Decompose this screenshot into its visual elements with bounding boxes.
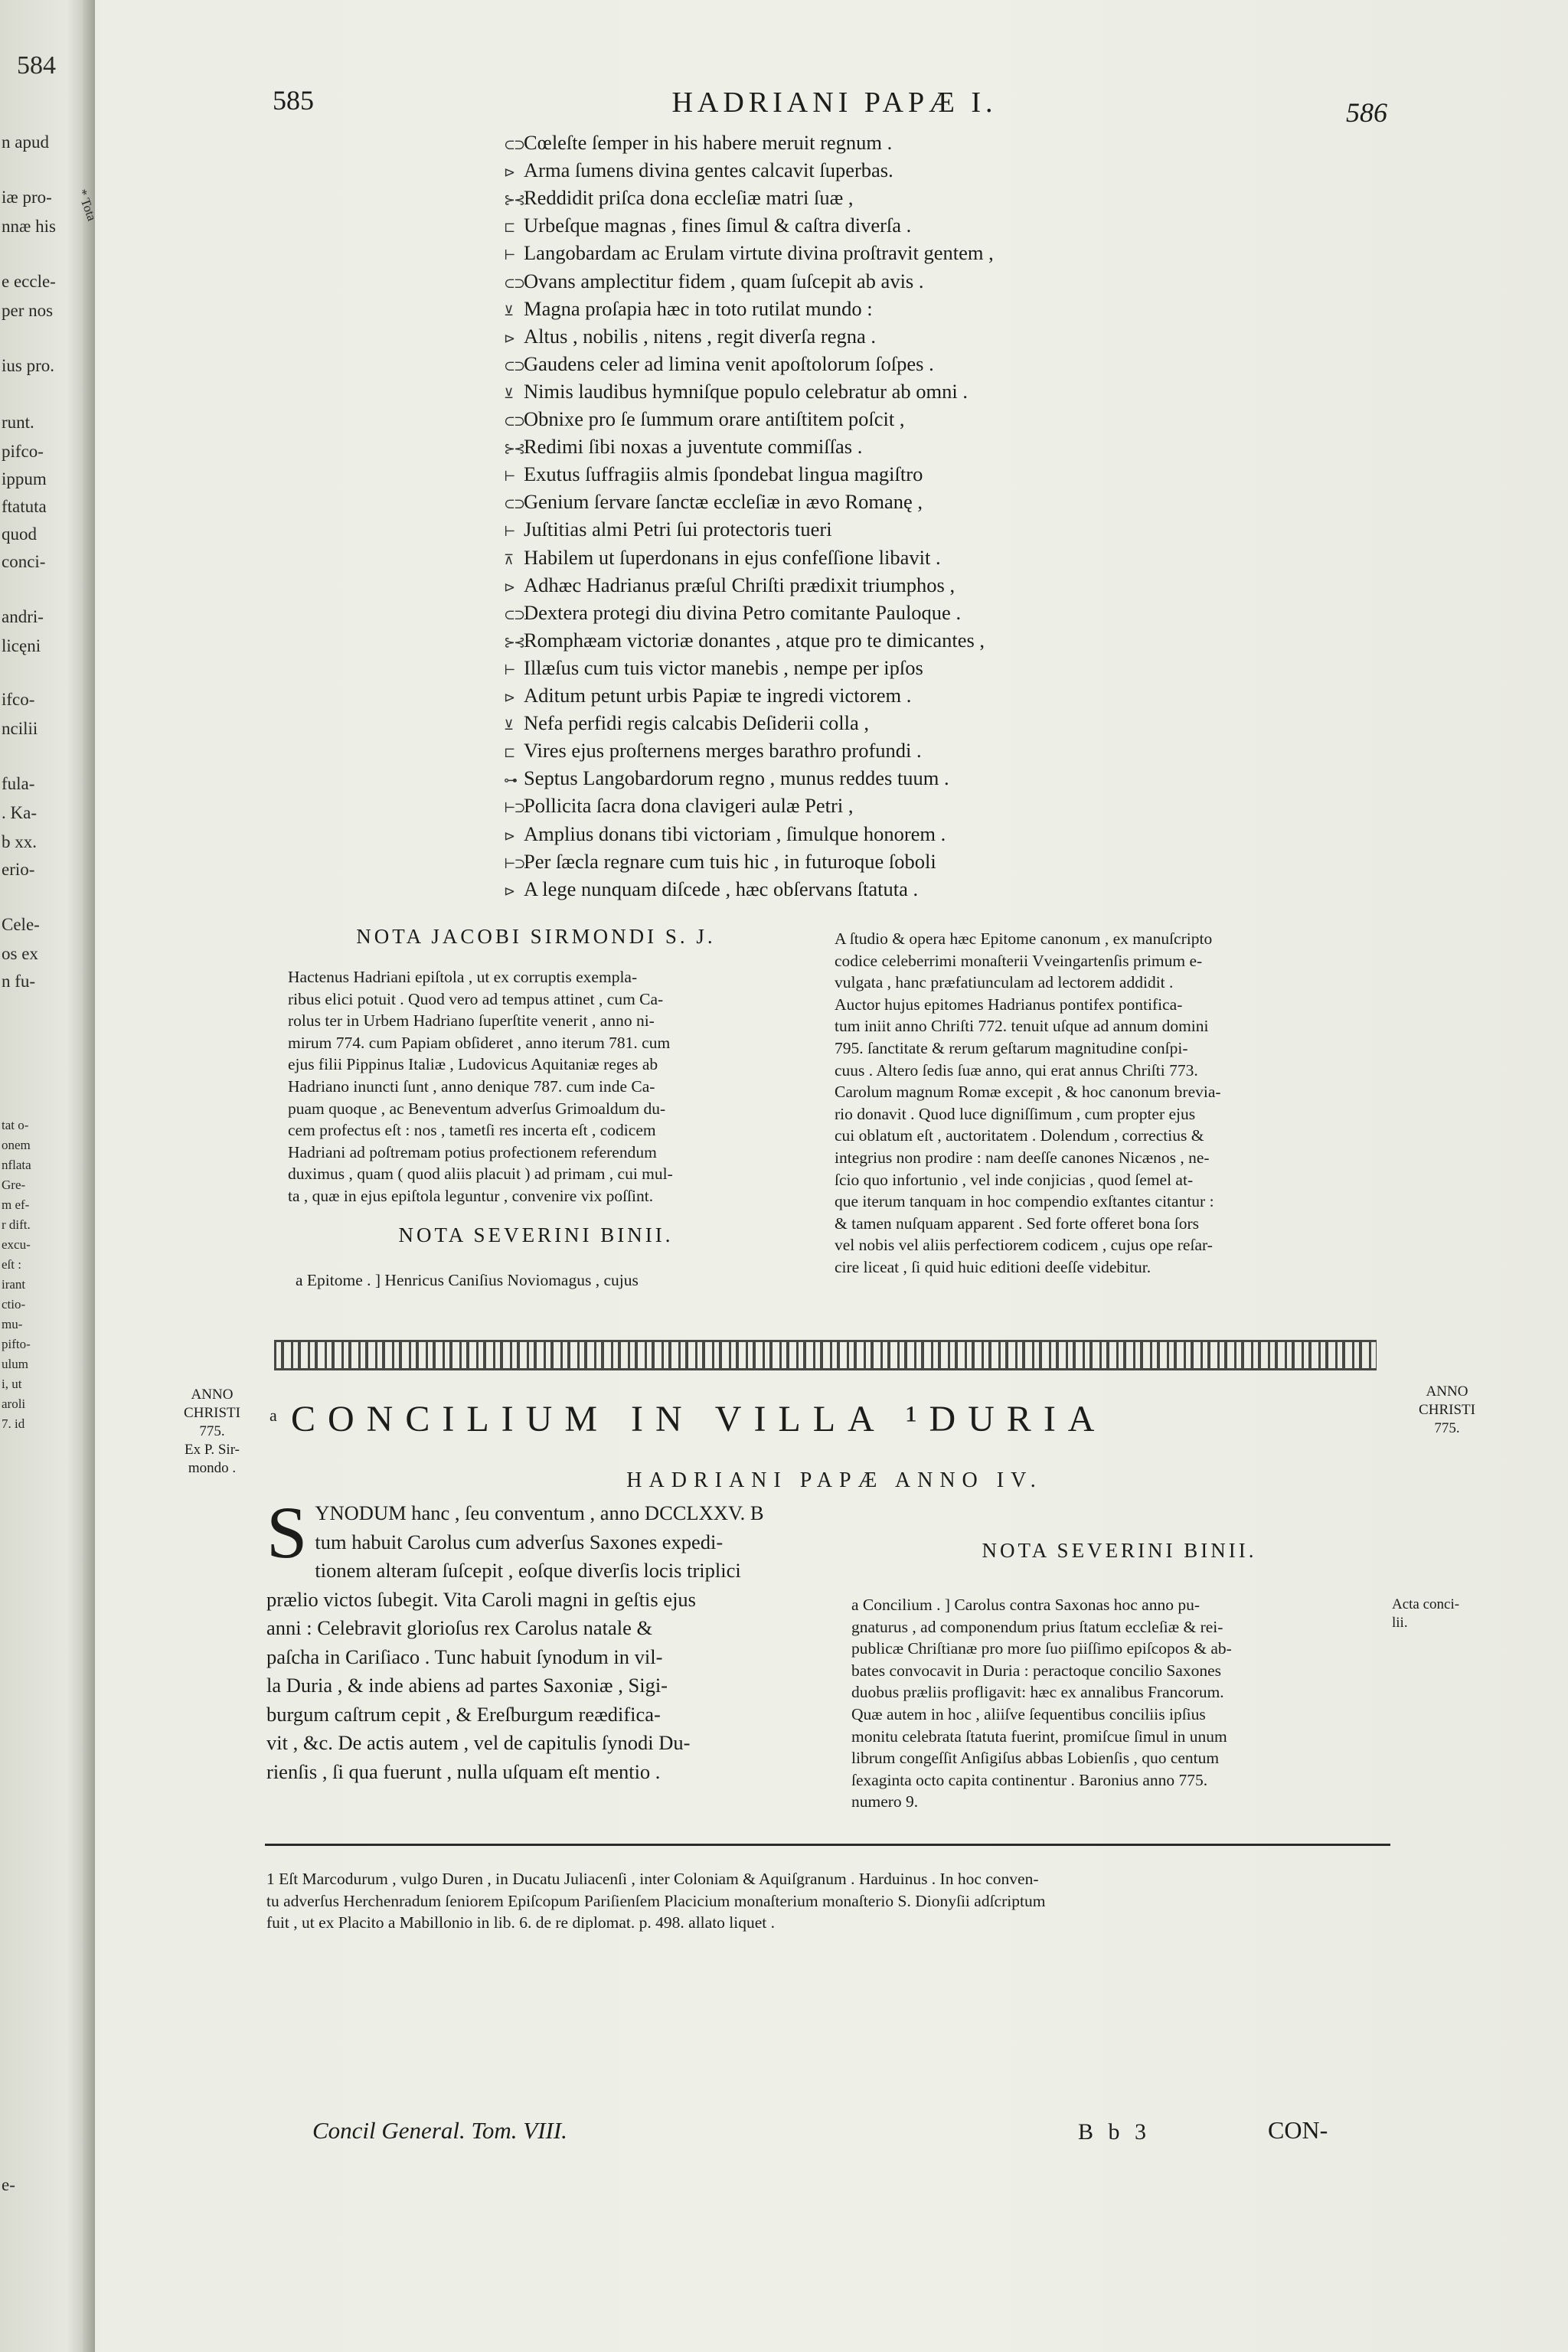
text-line: librum congeſſit Anſigiſus abbas Lobienſis , quo centum [851, 1749, 1220, 1768]
left-page-fragment: m ef- [2, 1197, 30, 1212]
acrostic-line [504, 681, 911, 711]
text-line: numero 9. [851, 1792, 919, 1811]
acrostic-text: Illæſus cum tuis victor manebis , nempe per ipſos [524, 655, 923, 679]
acrostic-symbol: ⊳ [504, 165, 514, 181]
acrostic-symbol: ⊻ [504, 717, 513, 733]
acrostic-line [504, 820, 946, 850]
left-page-fragment: Gre- [2, 1178, 26, 1192]
text-line: & tamen nuſquam apparent . Sed forte offeret bona ſors [835, 1214, 1200, 1233]
acrostic-symbol: ⊳ [504, 828, 514, 844]
left-page-fragment: ctio- [2, 1297, 26, 1312]
left-page-fragment: ulum [2, 1357, 28, 1371]
acrostic-text: Aditum petunt urbis Papiæ te ingredi victorem . [524, 684, 912, 707]
text-line: prælio victos ſubegit. Vita Caroli magni in geſtis ejus [266, 1587, 696, 1611]
left-page-fragment: nnæ his [2, 217, 56, 236]
acrostic-line [504, 515, 832, 545]
acrostic-line [504, 875, 918, 905]
text-line: tum iniit anno Chriſti 772. tenuit uſque ad annum domini [835, 1017, 1209, 1036]
left-page-fragment: tat o- [2, 1118, 29, 1132]
footnote [266, 1868, 1377, 1934]
left-page-fragment: n fu- [2, 972, 36, 991]
nota-binii-2-heading: NOTA SEVERINI BINII. [982, 1539, 1257, 1562]
text-line: monitu celebrata ſtatuta fuerint, promiſcue ſimul in unum [851, 1726, 1227, 1746]
text-line: fuit , ut ex Placito a Mabillonio in lib. 6. de re diplomat. p. 498. allato liquet . [266, 1913, 776, 1932]
acrostic-line [504, 792, 853, 822]
text-line: gnaturus , ad componendum prius ſtatum eccleſiæ & rei- [851, 1617, 1223, 1636]
acrostic-symbol: ⊂⊃ [504, 358, 524, 374]
acrostic-line [504, 433, 862, 462]
acrostic-line [504, 322, 876, 352]
acrostic-symbol: ⊢ [504, 469, 514, 485]
anno-line: CHRISTI [1419, 1402, 1475, 1418]
acrostic-symbol: ⊢ [504, 662, 514, 678]
acrostic-text: Vires ejus proſternens merges barathro profundi . [524, 739, 922, 763]
left-page-fragment: per nos [2, 301, 54, 320]
acrostic-text: A lege nunquam diſcede , hæc obſervans ſtatuta . [524, 877, 919, 900]
left-page-fragment: . Ka- [2, 803, 37, 822]
left-page-fragment: iæ pro- [2, 188, 52, 207]
text-line: rienſis , ſi qua fuerunt , nulla uſquam eſt mentio . [266, 1759, 661, 1783]
acrostic-text: Gaudens celer ad limina venit apoſtolorum ſoſpes . [524, 351, 934, 375]
acrostic-symbol: ⊳ [504, 579, 514, 595]
acrostic-symbol: ⊻ [504, 385, 513, 401]
text-line: burgum caſtrum cepit , & Ereſburgum reædifica- [266, 1702, 661, 1726]
left-page-fragment: runt. [2, 413, 34, 432]
acrostic-symbol: ⊳ [504, 330, 514, 346]
left-page-fragment: ippum [2, 469, 47, 488]
left-page-fragment: fula- [2, 774, 35, 793]
anno-line: 775. [1434, 1420, 1460, 1436]
text-line: rolus ter in Urbem Hadriano ſuperſtite venerit , anno ni- [288, 1011, 655, 1031]
left-page-fragment: 7. id [2, 1416, 25, 1431]
text-line: ta , quæ in ejus epiſtola leguntur , convenire vix poſſint. [288, 1186, 654, 1205]
text-line: A ſtudio & opera hæc Epitome canonum , ex manuſcripto [835, 929, 1213, 948]
acrostic-text: Habilem ut ſuperdonans in ejus confeſſione libavit . [524, 545, 941, 569]
acrostic-text: Magna proſapia hæc in toto rutilat mundo : [524, 296, 873, 320]
text-line: Hadriano inuncti ſunt , anno denique 787. cum inde Ca- [288, 1076, 655, 1096]
section-subtitle: HADRIANI PAPÆ ANNO IV. [626, 1468, 1043, 1492]
text-line: a Concilium . ] Carolus contra Saxonas hoc anno pu- [851, 1596, 1200, 1614]
text-line: YNODUM hanc , ſeu conventum , anno DCCLXXV. B [315, 1501, 764, 1524]
acrostic-symbol: ⊳ [504, 690, 514, 705]
acrostic-text: Amplius donans tibi victoriam , ſimulque honorem . [524, 822, 946, 845]
anno-christi-left [162, 1386, 262, 1478]
acrostic-symbol: ⊢ [504, 247, 514, 263]
acrostic-line [504, 129, 892, 158]
left-page-fragment: excu- [2, 1237, 31, 1252]
text-line: paſcha in Cariſiaco . Tunc habuit ſynodum in vil- [266, 1645, 663, 1668]
volume-line: Concil General. Tom. VIII. [312, 2117, 567, 2144]
anno-christi-right [1401, 1383, 1493, 1438]
left-page-fragment: eſt : [2, 1257, 21, 1272]
acrostic-symbol: ⊂⊃ [504, 275, 524, 291]
acrostic-text: Septus Langobardorum regno , munus reddes tuum . [524, 766, 949, 790]
acrostic-text: Reddidit priſca dona eccleſiæ matri ſuæ , [524, 186, 854, 210]
left-page-fragment: onem [2, 1138, 31, 1152]
folio-right: 586 [1346, 97, 1387, 128]
text-line: vel nobis vel aliis perfectiorem codicem , cujus ope reſar- [835, 1236, 1213, 1255]
left-page-fragment: r dift. [2, 1217, 31, 1232]
text-line: ſexaginta octo capita continentur . Baronius anno 775. [851, 1770, 1208, 1789]
left-page-fragment: pifco- [2, 442, 44, 461]
acrostic-symbol: ⊂⊃ [504, 606, 524, 622]
text-line: Auctor hujus epitomes Hadrianus pontifex pontifica- [835, 995, 1183, 1014]
acrostic-line [504, 239, 994, 269]
acrostic-symbol: ⊂⊃ [504, 496, 524, 512]
left-page-folio: 584 [17, 51, 56, 80]
acrostic-text: Exutus ſuffragiis almis ſpondebat lingua magiſtro [524, 462, 923, 486]
text-line: ſcio quo infortunio , vel inde conjicias , quod ſemel at- [835, 1170, 1194, 1189]
left-page-fragment: pifto- [2, 1337, 31, 1351]
text-line: 795. ſanctitate & rerum geſtarum magnitudine conſpi- [835, 1038, 1188, 1057]
acrostic-line [504, 764, 949, 794]
text-line: vit , &c. De actis autem , vel de capitulis ſynodi Du- [266, 1731, 691, 1754]
text-line: Hactenus Hadriani epiſtola , ut ex corruptis exempla- [288, 968, 638, 986]
acrostic-text: Per ſæcla regnare cum tuis hic , in futuroque ſoboli [524, 849, 936, 873]
text-line: cem profectus eſt : nos , tametſi res incerta eſt , codicem [288, 1121, 656, 1140]
text-line: codice celeberrimi monaſterii Vveingartenſis primum e- [835, 951, 1203, 970]
acrostic-text: Cœleſte ſemper in his habere meruit regnum . [524, 131, 893, 154]
text-line: cuus . Altero ſedis ſuæ anno, qui erat annus Chriſti 773. [835, 1060, 1198, 1080]
text-line: cui oblatum eſt , auctoritatem . Dolendum , correctius & [835, 1126, 1204, 1145]
text-line: ejus filii Pippinus Italiæ , Ludovicus Aquitaniæ reges ab [288, 1055, 658, 1074]
acrostic-line [504, 184, 854, 214]
acrostic-line [504, 709, 869, 739]
acrostic-line [504, 599, 961, 629]
left-page-fragment: e- [2, 2175, 15, 2194]
anno-line: 775. [199, 1423, 225, 1439]
acrostic-symbol: ⊶ [504, 773, 516, 789]
facing-page-edge [0, 0, 100, 2352]
left-page-fragment: nflata [2, 1158, 31, 1172]
acrostic-text: Genium ſervare ſanctæ eccleſiæ in ævo Romanę , [524, 490, 923, 514]
acrostic-text: Romphæam victoriæ donantes , atque pro te dimicantes , [524, 628, 985, 652]
anno-line: ANNO [1426, 1383, 1468, 1400]
text-line: 1 Eſt Marcodurum , vulgo Duren , in Ducatu Juliacenſi , inter Coloniam & Aquiſgranum . Harduinus . In hoc conven- [266, 1870, 1039, 1888]
acrostic-text: Ovans amplectitur fidem , quam ſuſcepit ab avis . [524, 269, 924, 292]
text-line: Hadriani ad poſtremam potius profectionem referendum [288, 1142, 657, 1161]
acrostic-text: Dextera protegi diu divina Petro comitante Pauloque . [524, 600, 962, 624]
acrostic-line [504, 211, 911, 241]
book-gutter [83, 0, 95, 2352]
acrostic-symbol: ⊱⊰ [504, 634, 524, 650]
left-page-fragment: andri- [2, 607, 44, 626]
acrostic-line [504, 350, 934, 380]
margin-note-acta: Acta conci- lii. [1392, 1596, 1460, 1631]
text-line: tu adverſus Herchenradum ſeniorem Epiſcopum Pariſienſem Placicium monaſterium monaſterio S. Dionyſii adſcriptum [266, 1891, 1046, 1910]
left-page-fragment: aroli [2, 1396, 26, 1411]
text-line: duobus præliis profligavit: hæc ex annalibus Francorum. [851, 1683, 1224, 1702]
acrostic-symbol: ⊳ [504, 883, 514, 899]
acrostic-text: Altus , nobilis , nitens , regit diverſa regna . [524, 324, 876, 348]
left-page-fragment: ftatuta [2, 497, 47, 516]
left-page-fragment: b xx. [2, 832, 37, 851]
drop-capital: S [266, 1491, 308, 1573]
acrostic-line [504, 848, 936, 877]
left-page-fragment: * Tota [74, 187, 100, 224]
catchword: CON- [1268, 2116, 1328, 2144]
text-line: mirum 774. cum Papiam obſideret , anno iterum 781. cum [288, 1033, 671, 1052]
note-ref-a: a [270, 1406, 277, 1425]
acrostic-symbol: ⊱⊰ [504, 441, 524, 457]
acrostic-symbol: ⊏ [504, 220, 514, 236]
left-page-fragment: quod [2, 524, 37, 544]
acrostic-symbol: ⊻ [504, 302, 513, 318]
text-line: que iterum tanquam in hoc compendio exſtantes citantur : [835, 1192, 1214, 1211]
acrostic-text: Arma ſumens divina gentes calcavit ſuperbas. [524, 158, 893, 182]
left-page-fragment: i, ut [2, 1377, 22, 1391]
left-page-fragment: n apud [2, 132, 49, 152]
left-page-fragment: os ex [2, 944, 38, 963]
acrostic-line [504, 405, 905, 435]
text-line: tionem alteram ſuſcepit , eoſque diverſis locis triplici [315, 1559, 741, 1582]
text-line: ribus elici potuit . Quod vero ad tempus attinet , cum Ca- [288, 989, 664, 1008]
synod-text [266, 1491, 795, 1786]
anno-line: mondo . [188, 1460, 237, 1476]
acrostic-text: Nimis laudibus hymniſque populo celebratur ab omni . [524, 379, 968, 403]
anno-line: Ex P. Sir- [185, 1442, 240, 1458]
epitome-note-text [835, 928, 1393, 1279]
left-page-fragment: licęni [2, 636, 41, 655]
acrostic-symbol: ⊏ [504, 745, 514, 761]
acrostic-symbol: ⊢ [504, 524, 514, 540]
acrostic-text: Obnixe pro ſe ſummum orare antiſtitem poſcit , [524, 407, 905, 430]
acrostic-symbol: ⊼ [504, 551, 513, 567]
text-line: integrius non prodire : nam deeſſe canones Nicænos , ne- [835, 1148, 1210, 1167]
acrostic-symbol: ⊂⊃ [504, 137, 524, 152]
acrostic-line [504, 156, 893, 186]
left-page-fragment: ncilii [2, 719, 38, 738]
left-page-fragment: conci- [2, 552, 46, 571]
footnote-rule [265, 1844, 1390, 1846]
text-line: puam quoque , ac Beneventum adverſus Grimoaldum du- [288, 1099, 666, 1118]
acrostic-line [504, 488, 923, 518]
running-title: HADRIANI PAPÆ I. [671, 87, 998, 119]
acrostic-text: Redimi ſibi noxas a juventute commiſſas . [524, 435, 863, 459]
nota-binii-lead: a Epitome . ] Henricus Caniſius Noviomagus , cujus [296, 1271, 639, 1289]
acrostic-symbol: ⊢⊃ [504, 800, 524, 816]
anno-line: CHRISTI [184, 1405, 240, 1421]
acrostic-line [504, 267, 924, 297]
acrostic-line [504, 737, 922, 766]
text-line: Quæ autem in hoc , aliiſve ſequentibus conciliis ipſius [851, 1704, 1206, 1723]
text-line: vulgata , hanc præfatiunculam ad lectorem addidit . [835, 973, 1174, 992]
acrostic-symbol: ⊢⊃ [504, 855, 524, 871]
acrostic-text: Pollicita ſacra dona clavigeri aulæ Petri , [524, 794, 854, 818]
acrostic-line [504, 377, 968, 407]
left-page-fragment: e eccle- [2, 272, 56, 291]
text-line: publicæ Chriſtianæ pro more ſuo piiſſimo epiſcopos & ab- [851, 1639, 1232, 1658]
acrostic-text: Urbeſque magnas , fines ſimul & caſtra diverſa . [524, 214, 912, 237]
text-line: cire liceat , ſi quid huic editioni deeſſe videbitur. [835, 1257, 1152, 1276]
acrostic-text: Nefa perfidi regis calcabis Deſiderii colla , [524, 711, 870, 735]
nota-sirmondi-text [288, 966, 824, 1207]
section-title: CONCILIUM IN VILLA ¹DURIA [291, 1399, 1107, 1439]
signature-mark: B b 3 [1078, 2119, 1152, 2145]
acrostic-line [504, 544, 941, 573]
text-line: duximus , quam ( quod aliis placuit ) ad primam , cui mul- [288, 1165, 673, 1184]
text-line: Carolum magnum Romæ excepit , & hoc canonum brevia- [835, 1083, 1221, 1102]
left-page-fragment: mu- [2, 1317, 23, 1331]
nota-sirmondi-heading: NOTA JACOBI SIRMONDI S. J. [356, 925, 716, 948]
nota-binii-2-text [851, 1594, 1387, 1813]
acrostic-text: Adhæc Hadrianus præſul Chriſti prædixit triumphos , [524, 573, 956, 596]
acrostic-line [504, 626, 985, 656]
left-page-fragment: erio- [2, 860, 35, 879]
acrostic-line [504, 571, 955, 601]
text-line: tum habuit Carolus cum adverſus Saxones expedi- [315, 1530, 724, 1553]
acrostic-symbol: ⊱⊰ [504, 192, 524, 208]
left-page-fragment: ius pro. [2, 356, 54, 375]
acrostic-line [504, 460, 923, 490]
left-page-fragment: Cele- [2, 915, 40, 934]
ornamental-border [274, 1340, 1377, 1370]
acrostic-text: Langobardam ac Erulam virtute divina proſtravit gentem , [524, 241, 994, 265]
nota-binii-heading: NOTA SEVERINI BINII. [398, 1223, 674, 1246]
left-page-fragment: ifco- [2, 690, 35, 709]
anno-line: ANNO [191, 1387, 234, 1403]
acrostic-symbol: ⊂⊃ [504, 413, 524, 429]
text-line: anni : Celebravit glorioſus rex Carolus natale & [266, 1616, 653, 1639]
acrostic-line [504, 654, 923, 684]
text-line: la Duria , & inde abiens ad partes Saxoniæ , Sigi- [266, 1674, 668, 1697]
text-line: rio donavit . Quod luce digniſſimum , cum propter ejus [835, 1104, 1196, 1123]
text-line: bates convocavit in Duria : peractoque concilio Saxones [851, 1661, 1221, 1680]
acrostic-text: Juſtitias almi Petri ſui protectoris tueri [524, 518, 832, 541]
acrostic-line [504, 295, 873, 325]
left-page-fragment: irant [2, 1277, 26, 1292]
folio-left: 585 [273, 85, 314, 116]
